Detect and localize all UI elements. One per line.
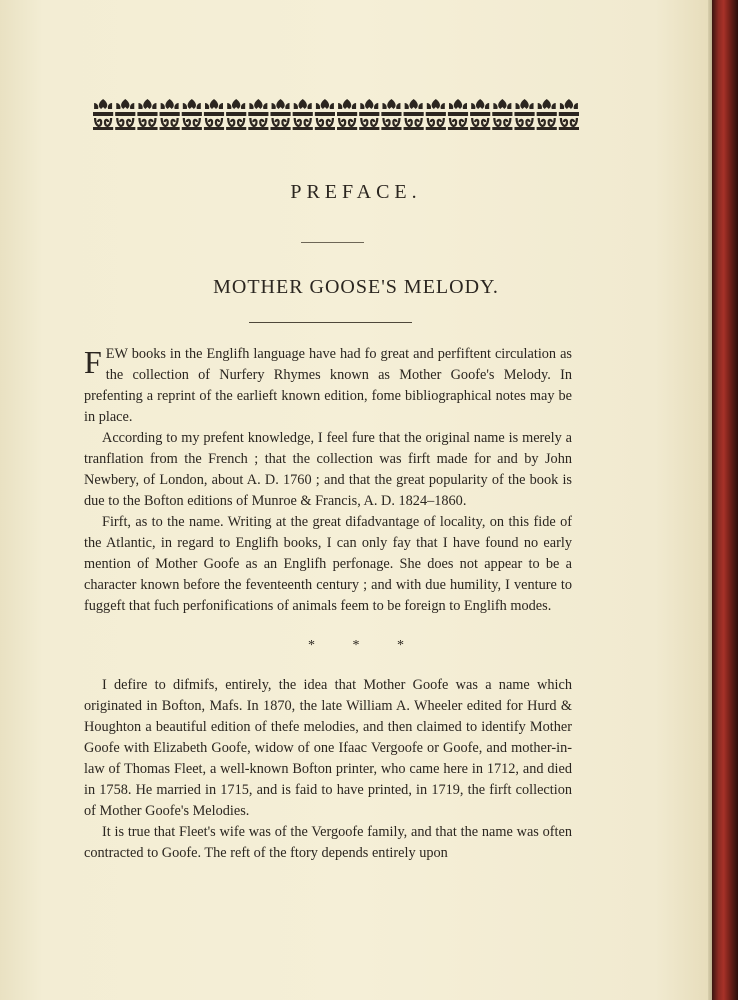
fleuron-unit (293, 99, 313, 130)
paragraph-1-text: EW books in the Englifh language have had fo great and perfiftent circulation as the collection of Nurfery Rhymes known as Mother Goofe's Melody. In prefenting a reprint of the earlieft known edition, fome bibliographical notes may be in place. (84, 346, 572, 425)
section-break-asterisks: * * * (308, 638, 404, 653)
paragraph-2: According to my prefent knowledge, I feel fure that the original name is merely a tranflation from the French ; that the collection was firft made for and by John Newbery, of London, about A. D. 1760 ; and that the great popularity of the book is due to the Bofton editions of Munroe & Francis, A. D. 1824–1860. (84, 430, 572, 509)
body-text-after-break (84, 675, 572, 864)
section-subheading: MOTHER GOOSE'S MELODY. (213, 276, 499, 298)
paragraph-4: I defire to difmifs, entirely, the idea that Mother Goofe was a name which originated in Bofton, Mafs. In 1870, the late William A. Wheeler edited for Hurd & Houghton a beautiful edition of thefe melodies, and then claimed to identify Mother Goofe with Elizabeth Goofe, widow of one Ifaac Vergoofe or Goofe, and mother-in-law of Thomas Fleet, a well-known Bofton printer, who came here in 1712, and died in 1758. He married in 1715, and is faid to have printed, in 1719, the firft collection of Mother Goofe's Melodies. (84, 677, 572, 819)
fleuron-unit (182, 99, 202, 130)
long-divider-rule (249, 322, 412, 323)
fleuron-unit (426, 99, 446, 130)
page-heading: PREFACE. (290, 181, 422, 203)
fleuron-unit (470, 99, 490, 130)
short-divider-rule (301, 242, 364, 243)
fleuron-unit (559, 99, 579, 130)
fleuron-unit (160, 99, 180, 130)
fleuron-unit (115, 99, 135, 130)
fleuron-unit (448, 99, 468, 130)
red-book-binding (712, 0, 738, 1000)
fleuron-unit (537, 99, 557, 130)
fleuron-unit (270, 99, 290, 130)
fleuron-unit (492, 99, 512, 130)
dropcap-letter: F (84, 344, 102, 380)
fleuron-headpiece-ornament (92, 97, 580, 131)
fleuron-unit (226, 99, 246, 130)
fleuron-unit (93, 99, 113, 130)
fleuron-unit (514, 99, 534, 130)
fleuron-unit (248, 99, 268, 130)
paragraph-3: Firft, as to the name. Writing at the great difadvantage of locality, on this fide of the Atlantic, in regard to Englifh books, I can only fay that I have found no early mention of Mother Goofe as an Englifh perfonage. She does not appear to be a character known before the feventeenth century ; and with due humility, I venture to fuggeft that fuch perfonifications of animals feem to be foreign to Englifh modes. (84, 514, 572, 614)
fleuron-unit (204, 99, 224, 130)
fleuron-unit (337, 99, 357, 130)
fleuron-unit (315, 99, 335, 130)
fleuron-unit (381, 99, 401, 130)
fleuron-unit (359, 99, 379, 130)
fleuron-unit (404, 99, 424, 130)
paragraph-1 (84, 344, 572, 428)
fleuron-unit (137, 99, 157, 130)
body-text-before-break (84, 344, 572, 617)
paragraph-5: It is true that Fleet's wife was of the Vergoofe family, and that the name was often contracted to Goofe. The reft of the ftory depends entirely upon (84, 824, 572, 861)
